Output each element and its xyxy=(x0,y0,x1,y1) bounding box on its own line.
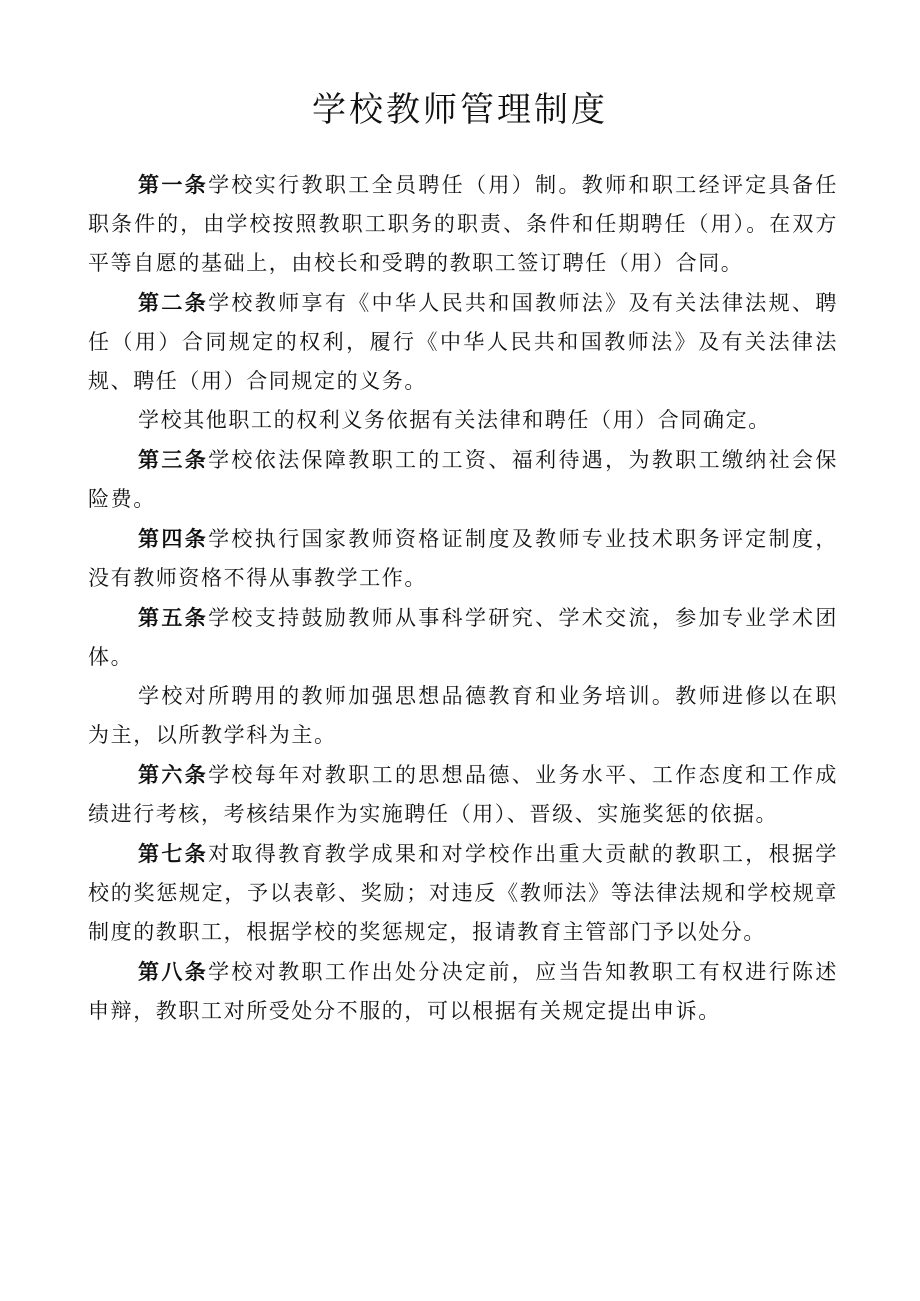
article-number: 第四条 xyxy=(138,526,209,551)
paragraph-article-4 xyxy=(88,519,838,598)
article-text: 学校实行教职工全员聘任（用）制。教师和职工经评定具备任职条件的，由学校按照教职工职务的职责、条件和任期聘任（用）。在双方平等自愿的基础上，由校长和受聘的教职工签订聘任（用）合同。 xyxy=(88,173,838,275)
article-number: 第二条 xyxy=(138,290,209,315)
article-text: 学校对所聘用的教师加强思想品德教育和业务培训。教师进修以在职为主，以所教学科为主。 xyxy=(88,684,838,747)
article-number: 第三条 xyxy=(138,447,209,472)
article-text: 学校执行国家教师资格证制度及教师专业技术职务评定制度，没有教师资格不得从事教学工作。 xyxy=(88,527,838,590)
article-text: 学校支持鼓励教师从事科学研究、学术交流，参加专业学术团体。 xyxy=(88,606,838,669)
paragraph-article-1 xyxy=(88,165,838,283)
article-text: 学校对教职工作出处分决定前，应当告知教职工有权进行陈述申辩，教职工对所受处分不服的，可以根据有关规定提出申诉。 xyxy=(88,960,838,1023)
article-number: 第六条 xyxy=(138,762,209,787)
document-body xyxy=(88,165,838,1031)
article-text: 学校依法保障教职工的工资、福利待遇，为教职工缴纳社会保险费。 xyxy=(88,448,838,511)
article-number: 第七条 xyxy=(138,841,209,866)
paragraph-article-5-continued xyxy=(88,677,838,755)
paragraph-article-7 xyxy=(88,834,838,952)
article-number: 第五条 xyxy=(138,605,209,630)
paragraph-article-6 xyxy=(88,755,838,834)
article-text: 学校教师享有《中华人民共和国教师法》及有关法律法规、聘任（用）合同规定的权利，履行《中华人民共和国教师法》及有关法律法规、聘任（用）合同规定的义务。 xyxy=(88,291,838,393)
article-text: 学校每年对教职工的思想品德、业务水平、工作态度和工作成绩进行考核，考核结果作为实施聘任（用）、晋级、实施奖惩的依据。 xyxy=(88,763,838,826)
paragraph-article-2 xyxy=(88,283,838,401)
paragraph-article-3 xyxy=(88,440,838,519)
paragraph-article-5 xyxy=(88,598,838,677)
article-text: 对取得教育教学成果和对学校作出重大贡献的教职工，根据学校的奖惩规定，予以表彰、奖励；对违反《教师法》等法律法规和学校规章制度的教职工，根据学校的奖惩规定，报请教育主管部门予以处分。 xyxy=(88,842,838,944)
article-number: 第八条 xyxy=(138,959,209,984)
paragraph-article-8 xyxy=(88,952,838,1031)
article-number: 第一条 xyxy=(138,172,209,197)
paragraph-article-2-continued xyxy=(88,401,838,440)
document-title: 学校教师管理制度 xyxy=(312,90,608,130)
article-text: 学校其他职工的权利义务依据有关法律和聘任（用）合同确定。 xyxy=(138,408,771,432)
